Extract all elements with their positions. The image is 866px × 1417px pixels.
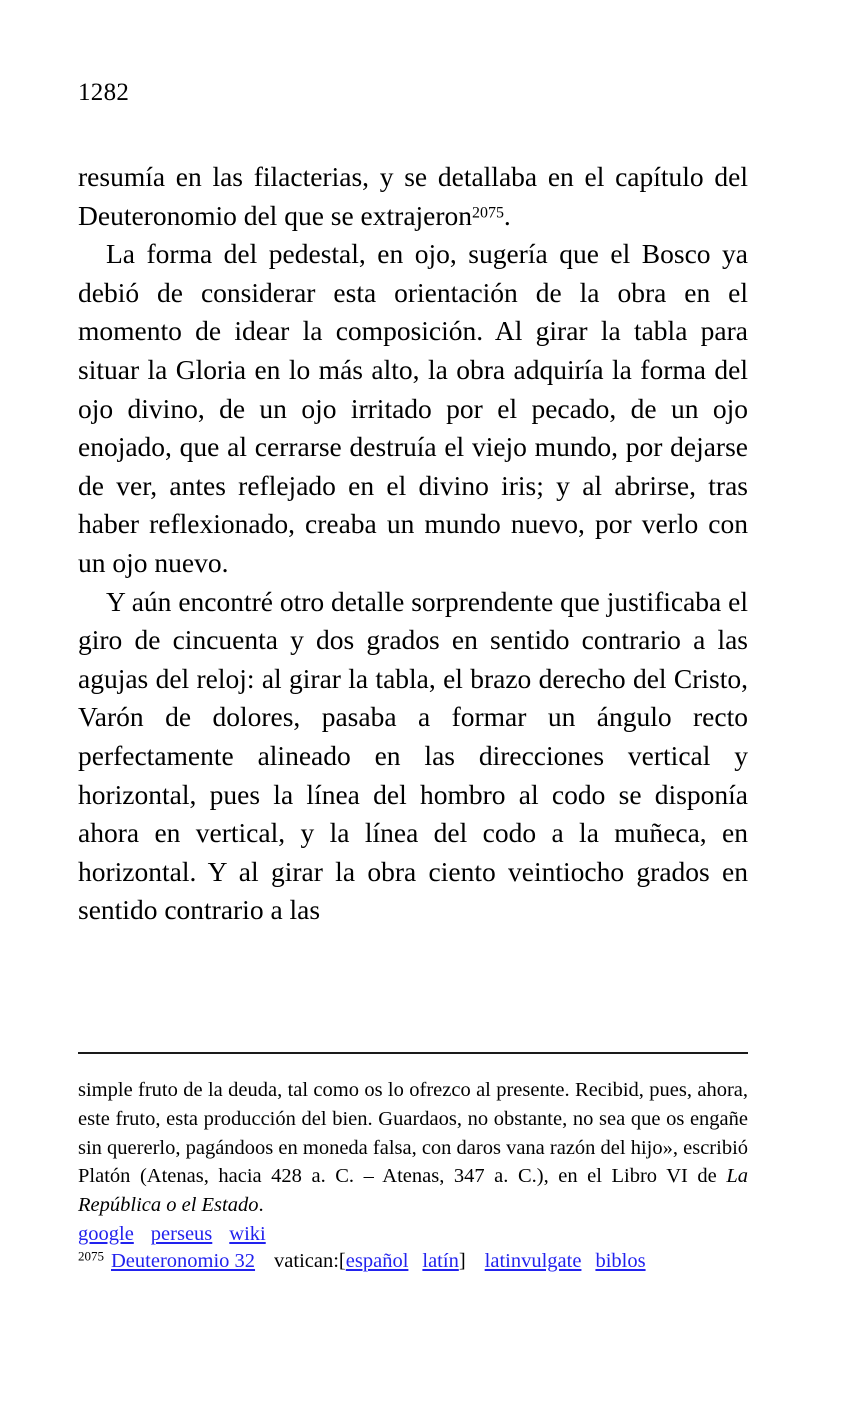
footnote-separator-rule xyxy=(78,1052,748,1054)
body-paragraph-1 xyxy=(78,158,748,235)
paragraph-1-text: resumía en las filacterias, y se detallaba en el capítulo del Deuteronomio del que se extrajeron xyxy=(78,161,748,231)
footnote-continuation-part1: simple fruto de la deuda, tal como os lo ofrezco al presente. Recibid, pues, ahora, este fruto, esta producción del bien. Guardaos, no obstante, no sea que os engañe sin quererlo, pagándoos en moneda falsa, con daros vana razón del hijo», escribió Platón (Atenas, hacia 428 a. C. – Atenas, 347 a. C.), en el Libro VI de xyxy=(78,1079,749,1188)
footnote-marker: 2075 xyxy=(78,1248,104,1264)
link-perseus[interactable]: perseus xyxy=(150,1222,213,1245)
body-paragraph-3: Y aún encontré otro detalle sorprendente que justificaba el giro de cincuenta y dos grados en sentido contrario a las agujas del reloj: al girar la tabla, el brazo derecho del Cristo, Varón de dolores, pasaba a formar un ángulo recto perfectamente alineado en las direcciones vertical y horizontal, pues la línea del hombro al codo se disponía ahora en vertical, y la línea del codo a la muñeca, en horizontal. Y al girar la obra ciento veintiocho grados en sentido contrario a las xyxy=(78,585,748,926)
paragraph-1-tail: . xyxy=(503,199,511,231)
body-paragraph-2: La forma del pedestal, en ojo, sugería que el Bosco ya debió de considerar esta orientación de la obra en el momento de idear la composición. Al girar la tabla para situar la Gloria en lo más alto, la obra adquiría la forma del ojo divino, de un ojo irritado por el pecado, de un ojo enojado, que al cerrarse destruía el viejo mundo, por dejarse de ver, antes reflejado en el divino iris; y al abrirse, tras haber reflexionado, creaba un mundo nuevo, por verlo con un ojo nuevo. xyxy=(78,238,748,578)
link-google[interactable]: google xyxy=(78,1222,134,1245)
body-text-block xyxy=(78,158,748,930)
footnote-continuation-part2: . xyxy=(258,1194,264,1217)
link-biblos[interactable]: biblos xyxy=(595,1249,646,1272)
footnote-continuation-text xyxy=(78,1076,748,1220)
source-prefix-vatican: vatican:[ xyxy=(274,1249,346,1272)
page-number: 1282 xyxy=(78,79,130,106)
link-latin[interactable]: latín xyxy=(422,1249,459,1272)
bracket-close: ] xyxy=(458,1249,466,1272)
footnote-entry-2075 xyxy=(78,1248,748,1275)
footnote-block xyxy=(78,1076,748,1275)
link-latinvulgate[interactable]: latinvulgate xyxy=(484,1249,582,1272)
link-wiki[interactable]: wiki xyxy=(229,1222,266,1245)
work-title: La República o el Estado xyxy=(78,1165,748,1217)
link-espanol[interactable]: español xyxy=(345,1249,409,1272)
footnote-reference-2075[interactable]: 2075 xyxy=(472,203,504,221)
footnote-link-row xyxy=(78,1220,748,1248)
link-deuteronomio-32[interactable]: Deuteronomio 32 xyxy=(111,1249,256,1272)
